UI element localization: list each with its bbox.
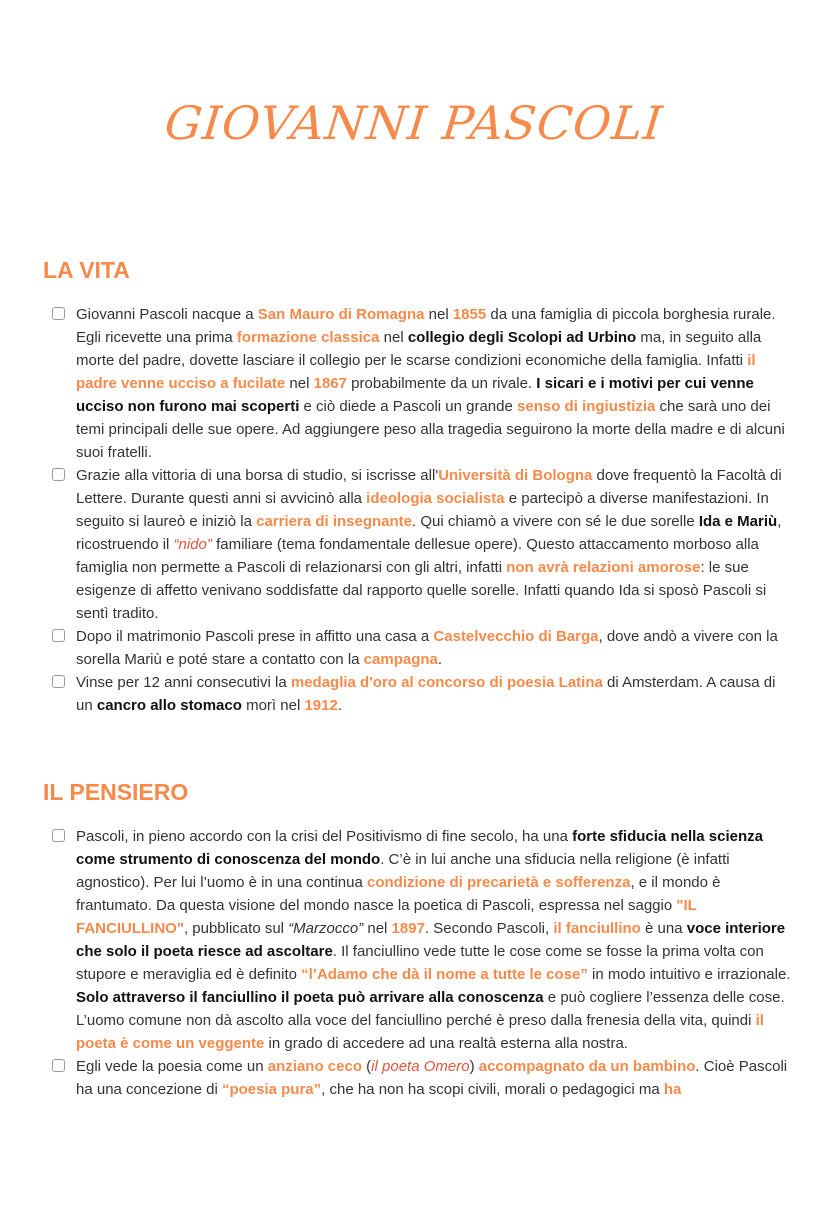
highlight-segment: I sicari e i motivi per cui venne ucciso non furono mai scoperti — [76, 375, 754, 415]
text-segment: che sarà uno dei temi principali delle sue opere. Ad aggiungere peso alla tragedia seguirono la morte della madre e di alcuni suoi fratelli. — [76, 398, 785, 461]
highlight-segment: il poeta Omero — [371, 1058, 470, 1075]
text-segment: , pubblicato sul — [183, 920, 289, 937]
highlight-segment: “poesia pura” — [221, 1081, 322, 1098]
highlight-segment: Ida e Mariù — [698, 513, 778, 530]
highlight-segment: il poeta è come un veggente — [76, 1012, 764, 1052]
text-segment: , ricostruendo il — [76, 513, 782, 553]
list-item — [52, 671, 792, 717]
text-segment: . Qui chiamò a vivere con sé le due sorelle — [412, 513, 699, 530]
text-segment: Giovanni Pascoli nacque a — [76, 306, 258, 323]
checkbox-icon[interactable] — [52, 675, 65, 688]
list-item — [52, 1055, 792, 1101]
text-segment: . — [337, 697, 342, 714]
highlight-segment: voce interiore che solo il poeta riesce ad ascoltare — [76, 920, 786, 960]
highlight-segment: collegio degli Scolopi ad Urbino — [407, 329, 637, 346]
checkbox-icon[interactable] — [52, 1059, 65, 1072]
text-segment: dove frequentò la Facoltà di Lettere. Durante questi anni si avvicinò alla — [76, 467, 782, 507]
text-segment: . C’è in lui anche una sfiducia nella religione (è infatti agnostico). Per lui l’uomo è in una continua — [76, 851, 730, 891]
highlight-segment: 1912 — [304, 697, 338, 714]
highlight-segment: medaglia d'oro al concorso di poesia Latina — [290, 674, 603, 691]
text-segment: . — [437, 651, 443, 668]
highlight-segment: ha — [663, 1081, 682, 1098]
text-segment: . Cioè Pascoli ha una concezione di — [76, 1058, 788, 1098]
text-segment: Grazie alla vittoria di una borsa di studio, si iscrisse all' — [76, 467, 439, 484]
text-segment: nel — [285, 375, 314, 392]
highlight-segment: carriera di insegnante — [256, 513, 413, 530]
text-segment: , e il mondo è frantumato. Da questa visione del mondo nasce la poetica di Pascoli, espressa nel saggio — [76, 874, 721, 914]
list-item — [52, 303, 792, 464]
text-segment: ma, in seguito alla morte del padre, dovette lasciare il collegio per le scarse condizioni economiche della famiglia. Infatti — [76, 329, 762, 369]
section-heading-il-pensiero: IL PENSIERO — [43, 779, 189, 805]
highlight-segment: il padre venne ucciso a fucilate — [76, 352, 756, 392]
highlight-segment: 1897 — [391, 920, 425, 937]
highlight-segment: San Mauro di Romagna — [257, 306, 425, 323]
highlight-segment: “nido” — [173, 536, 212, 553]
text-segment: e ciò diede a Pascoli un grande — [299, 398, 518, 415]
text-segment: ) — [469, 1058, 479, 1075]
text-segment: morì nel — [241, 697, 305, 714]
checkbox-icon[interactable] — [52, 468, 65, 481]
text-segment: familiare (tema fondamentale dellesue opere). Questo attaccamento morboso alla famiglia non permette a Pascoli di relazionarsi con gli altri, infatti — [76, 536, 759, 576]
text-segment: Vinse per 12 anni consecutivi la — [76, 674, 291, 691]
highlight-segment: "IL FANCIULLINO" — [76, 897, 697, 937]
text-segment: nel — [379, 329, 408, 346]
highlight-segment: condizione di precarietà e sofferenza — [367, 874, 631, 891]
la-vita-list — [52, 303, 792, 717]
text-segment: di Amsterdam. A causa di un — [76, 674, 776, 714]
text-segment: ( — [362, 1058, 372, 1075]
text-segment: , che ha non ha scopi civili, morali o pedagogici ma — [321, 1081, 664, 1098]
text-segment: Pascoli, in pieno accordo con la crisi del Positivismo di fine secolo, ha una — [76, 828, 573, 845]
text-segment: : le sue esigenze di affetto venivano soddisfatte dal rapporto quelle sorelle. Infatti quando Ida si sposò Pascoli si sentì tradito. — [76, 559, 767, 622]
text-segment: in grado di accedere ad una realtà esterna alla nostra. — [264, 1035, 628, 1052]
checkbox-icon[interactable] — [52, 629, 65, 642]
text-segment: è una — [640, 920, 687, 937]
highlight-segment: il fanciullino — [553, 920, 641, 937]
text-segment: nel — [363, 920, 392, 937]
section-heading-la-vita: LA VITA — [43, 257, 130, 283]
text-segment: Dopo il matrimonio Pascoli prese in affitto una casa a — [76, 628, 434, 645]
highlight-segment: “Marzocco” — [288, 920, 364, 937]
highlight-segment: “l’Adamo che dà il nome a tutte le cose” — [301, 966, 588, 983]
checkbox-icon[interactable] — [52, 307, 65, 320]
highlight-segment: accompagnato da un bambino — [478, 1058, 696, 1075]
highlight-segment: ideologia socialista — [366, 490, 505, 507]
list-item — [52, 825, 792, 1055]
highlight-segment: cancro allo stomaco — [96, 697, 242, 714]
text-segment: , dove andò a vivere con la sorella Mariù e poté stare a contatto con la — [76, 628, 778, 668]
highlight-segment: forte sfiducia nella scienza come strumento di conoscenza del mondo — [76, 828, 763, 868]
text-segment: da una famiglia di piccola borghesia rurale. Egli ricevette una prima — [76, 306, 776, 346]
checkbox-icon[interactable] — [52, 829, 65, 842]
list-item — [52, 625, 792, 671]
highlight-segment: Università di Bologna — [438, 467, 593, 484]
text-segment: nel — [424, 306, 453, 323]
text-segment: . Il fanciullino vede tutte le cose come se fosse la prima volta con stupore e meraviglia ed è definito — [76, 943, 764, 983]
highlight-segment: anziano ceco — [267, 1058, 362, 1075]
highlight-segment: non avrà relazioni amorose — [506, 559, 701, 576]
highlight-segment: campagna — [363, 651, 438, 668]
highlight-segment: 1867 — [313, 375, 347, 392]
il-pensiero-list — [52, 825, 792, 1101]
highlight-segment: Castelvecchio di Barga — [433, 628, 599, 645]
text-segment: Egli vede la poesia come un — [76, 1058, 268, 1075]
highlight-segment: Solo attraverso il fanciullino il poeta può arrivare alla conoscenza — [76, 989, 544, 1006]
highlight-segment: 1855 — [452, 306, 487, 323]
highlight-segment: formazione classica — [236, 329, 380, 346]
text-segment: e partecipò a diverse manifestazioni. In seguito si laureò e iniziò la — [76, 490, 769, 530]
text-segment: . Secondo Pascoli, — [424, 920, 554, 937]
text-segment: in modo intuitivo e irrazionale. — [587, 966, 791, 983]
text-segment: probabilmente da un rivale. — [346, 375, 537, 392]
text-segment: e può cogliere l’essenza delle cose. L’uomo comune non dà ascolto alla voce del fanciullino perché è preso dalla frenesia della vita, quindi — [76, 989, 785, 1029]
highlight-segment: senso di ingiustizia — [517, 398, 656, 415]
page-title: GIOVANNI PASCOLI — [162, 96, 666, 150]
list-item — [52, 464, 792, 625]
